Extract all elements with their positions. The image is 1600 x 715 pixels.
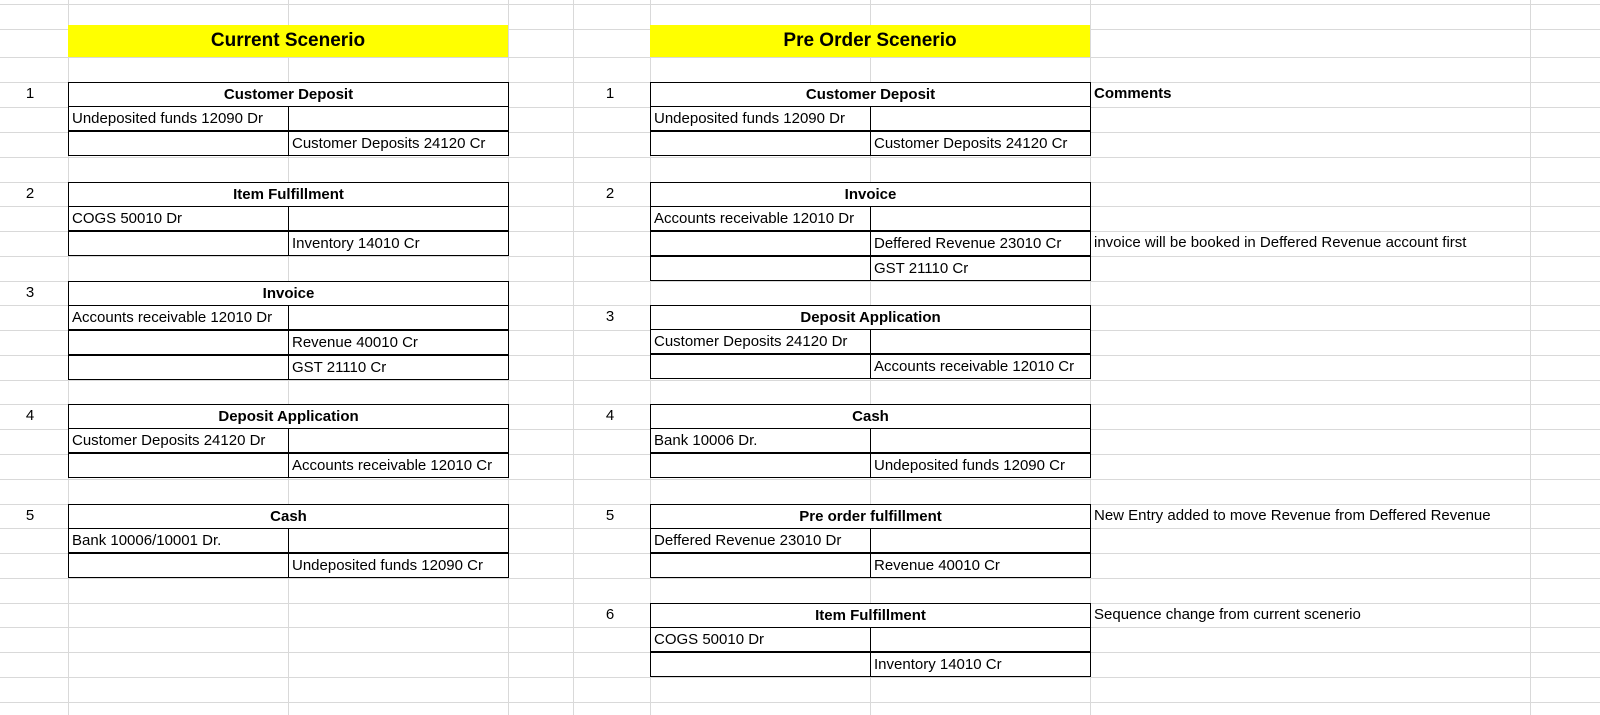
- current-credit-cell[interactable]: GST 21110 Cr: [288, 355, 509, 380]
- current-debit-cell[interactable]: Bank 10006/10001 Dr.: [68, 528, 289, 553]
- preorder-debit-cell[interactable]: [650, 231, 871, 256]
- current-credit-cell[interactable]: [288, 305, 509, 330]
- preorder-debit-cell[interactable]: Deffered Revenue 23010 Dr: [650, 528, 871, 553]
- preorder-debit-cell[interactable]: [650, 354, 871, 379]
- preorder-credit-cell[interactable]: GST 21110 Cr: [870, 256, 1091, 281]
- preorder-credit-cell[interactable]: [870, 206, 1091, 231]
- preorder-debit-cell[interactable]: Undeposited funds 12090 Dr: [650, 106, 871, 131]
- preorder-entry-number: 6: [605, 606, 615, 623]
- current-debit-cell[interactable]: [68, 131, 289, 156]
- current-debit-cell[interactable]: [68, 355, 289, 380]
- preorder-entry-header[interactable]: Cash: [650, 404, 1091, 429]
- preorder-credit-cell[interactable]: [870, 528, 1091, 553]
- preorder-entry-header[interactable]: Invoice: [650, 182, 1091, 207]
- preorder-entry-header[interactable]: Item Fulfillment: [650, 603, 1091, 628]
- current-debit-cell[interactable]: [68, 330, 289, 355]
- preorder-entry-number: 4: [605, 407, 615, 424]
- current-entry-number: 5: [25, 507, 35, 524]
- preorder-debit-cell[interactable]: [650, 453, 871, 478]
- current-entry-header[interactable]: Cash: [68, 504, 509, 529]
- current-debit-cell[interactable]: [68, 231, 289, 256]
- preorder-credit-cell[interactable]: [870, 428, 1091, 453]
- preorder-debit-cell[interactable]: Customer Deposits 24120 Dr: [650, 329, 871, 354]
- current-credit-cell[interactable]: Revenue 40010 Cr: [288, 330, 509, 355]
- preorder-credit-cell[interactable]: Customer Deposits 24120 Cr: [870, 131, 1091, 156]
- current-entry-header[interactable]: Item Fulfillment: [68, 182, 509, 207]
- preorder-entry-header[interactable]: Pre order fulfillment: [650, 504, 1091, 529]
- current-entry-header[interactable]: Customer Deposit: [68, 82, 509, 107]
- preorder-credit-cell[interactable]: Inventory 14010 Cr: [870, 652, 1091, 677]
- current-debit-cell[interactable]: [68, 553, 289, 578]
- comments-header[interactable]: Comments: [1094, 85, 1172, 102]
- current-debit-cell[interactable]: Accounts receivable 12010 Dr: [68, 305, 289, 330]
- current-entry-number: 2: [25, 185, 35, 202]
- preorder-debit-cell[interactable]: [650, 256, 871, 281]
- current-entry-number: 4: [25, 407, 35, 424]
- comment-invoice-note[interactable]: invoice will be booked in Deffered Revenue account first: [1094, 234, 1467, 251]
- preorder-entry-number: 3: [605, 308, 615, 325]
- preorder-debit-cell[interactable]: Bank 10006 Dr.: [650, 428, 871, 453]
- current-credit-cell[interactable]: Accounts receivable 12010 Cr: [288, 453, 509, 478]
- preorder-credit-cell[interactable]: Deffered Revenue 23010 Cr: [870, 231, 1091, 256]
- preorder-debit-cell[interactable]: COGS 50010 Dr: [650, 627, 871, 652]
- preorder-scenario-title: Pre Order Scenerio: [650, 25, 1090, 57]
- current-debit-cell[interactable]: Undeposited funds 12090 Dr: [68, 106, 289, 131]
- current-entry-header[interactable]: Invoice: [68, 281, 509, 306]
- current-credit-cell[interactable]: [288, 428, 509, 453]
- current-credit-cell[interactable]: Customer Deposits 24120 Cr: [288, 131, 509, 156]
- current-credit-cell[interactable]: [288, 106, 509, 131]
- current-debit-cell[interactable]: [68, 453, 289, 478]
- preorder-credit-cell[interactable]: [870, 329, 1091, 354]
- current-debit-cell[interactable]: COGS 50010 Dr: [68, 206, 289, 231]
- current-credit-cell[interactable]: [288, 528, 509, 553]
- comment-sequence-note[interactable]: Sequence change from current scenerio: [1094, 606, 1361, 623]
- preorder-entry-header[interactable]: Deposit Application: [650, 305, 1091, 330]
- preorder-entry-number: 5: [605, 507, 615, 524]
- current-credit-cell[interactable]: Undeposited funds 12090 Cr: [288, 553, 509, 578]
- preorder-debit-cell[interactable]: [650, 553, 871, 578]
- preorder-credit-cell[interactable]: [870, 627, 1091, 652]
- preorder-credit-cell[interactable]: Undeposited funds 12090 Cr: [870, 453, 1091, 478]
- current-entry-number: 3: [25, 284, 35, 301]
- current-credit-cell[interactable]: [288, 206, 509, 231]
- preorder-credit-cell[interactable]: [870, 106, 1091, 131]
- preorder-debit-cell[interactable]: Accounts receivable 12010 Dr: [650, 206, 871, 231]
- current-debit-cell[interactable]: Customer Deposits 24120 Dr: [68, 428, 289, 453]
- preorder-entry-header[interactable]: Customer Deposit: [650, 82, 1091, 107]
- current-scenario-title: Current Scenerio: [68, 25, 508, 57]
- current-entry-header[interactable]: Deposit Application: [68, 404, 509, 429]
- preorder-entry-number: 1: [605, 85, 615, 102]
- preorder-credit-cell[interactable]: Accounts receivable 12010 Cr: [870, 354, 1091, 379]
- preorder-debit-cell[interactable]: [650, 652, 871, 677]
- preorder-entry-number: 2: [605, 185, 615, 202]
- comment-preorder-note[interactable]: New Entry added to move Revenue from Deffered Revenue: [1094, 507, 1491, 524]
- current-credit-cell[interactable]: Inventory 14010 Cr: [288, 231, 509, 256]
- preorder-credit-cell[interactable]: Revenue 40010 Cr: [870, 553, 1091, 578]
- current-entry-number: 1: [25, 85, 35, 102]
- preorder-debit-cell[interactable]: [650, 131, 871, 156]
